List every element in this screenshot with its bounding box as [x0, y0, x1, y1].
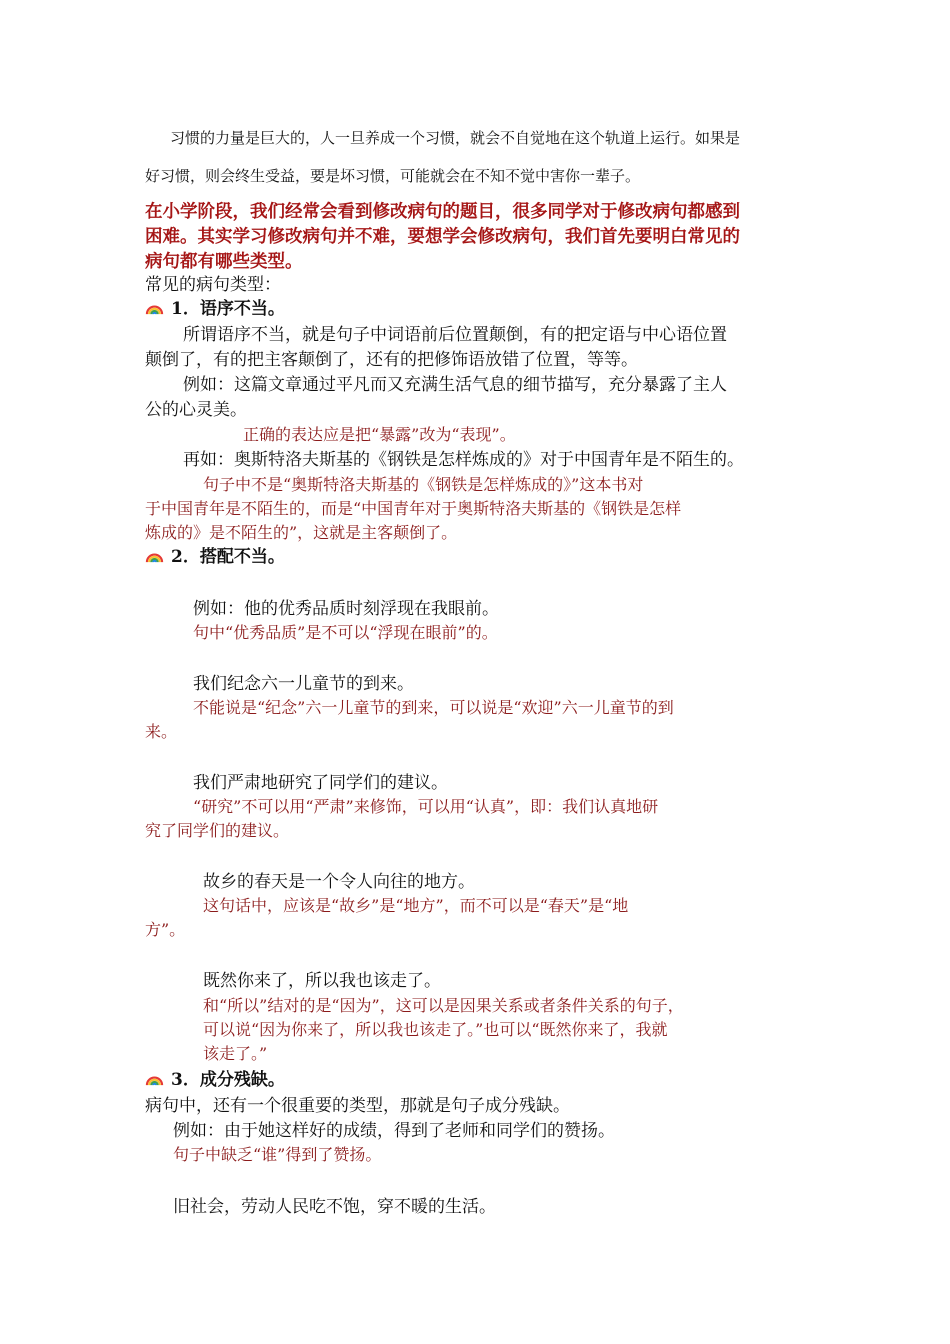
- s2-fix-1: 句中“优秀品质”是不可以“浮现在眼前”的。: [193, 623, 498, 642]
- s2-fix-2a: 不能说是“纪念”六一儿童节的到来，可以说是“欢迎”六一儿童节的到: [193, 698, 674, 717]
- highlight-line-1: 在小学阶段，我们经常会看到修改病句的题目，很多同学对于修改病句都感到: [145, 202, 740, 222]
- s1-desc-2: 颠倒了，有的把主客颠倒了，还有的把修饰语放错了位置，等等。: [145, 350, 638, 370]
- s1-fix-2c: 炼成的》是不陌生的”，这就是主客颠倒了。: [145, 523, 458, 542]
- s2-fix-2b: 来。: [145, 722, 178, 741]
- rainbow-icon: [145, 546, 164, 565]
- types-title: 常见的病句类型：: [145, 275, 281, 295]
- rainbow-icon: [145, 298, 164, 317]
- s2-fix-5b: 可以说“因为你来了，所以我也该走了。”也可以“既然你来了，我就: [203, 1020, 668, 1039]
- s2-fix-5c: 该走了。”: [203, 1044, 268, 1063]
- s3-example-2: 旧社会，劳动人民吃不饱，穿不暖的生活。: [173, 1197, 496, 1217]
- section-2-title: 2．搭配不当。: [171, 547, 285, 567]
- highlight-line-3: 病句都有哪些类型。: [145, 252, 303, 272]
- section-1-heading: [145, 297, 285, 321]
- s2-example-2: 我们纪念六一儿童节的到来。: [193, 674, 414, 694]
- section-2-heading: [145, 545, 285, 569]
- s1-fix-1: 正确的表达应是把“暴露”改为“表现”。: [243, 425, 516, 444]
- s2-fix-4b: 方”。: [145, 920, 186, 939]
- s2-fix-3a: “研究”不可以用“严肃”来修饰，可以用“认真”，即：我们认真地研: [193, 797, 659, 816]
- s2-example-4: 故乡的春天是一个令人向往的地方。: [203, 872, 475, 892]
- section-3-title: 3．成分残缺。: [171, 1070, 285, 1090]
- s1-example-2: 再如：奥斯特洛夫斯基的《钢铁是怎样炼成的》对于中国青年是不陌生的。: [183, 450, 744, 470]
- s2-fix-4a: 这句话中，应该是“故乡”是“地方”，而不可以是“春天”是“地: [203, 896, 629, 915]
- section-1-title: 1．语序不当。: [171, 299, 285, 319]
- s2-example-3: 我们严肃地研究了同学们的建议。: [193, 773, 448, 793]
- s1-example-1a: 例如：这篇文章通过平凡而又充满生活气息的细节描写，充分暴露了主人: [183, 375, 727, 395]
- s2-example-1: 例如：他的优秀品质时刻浮现在我眼前。: [193, 599, 499, 619]
- intro-line-1: 习惯的力量是巨大的，人一旦养成一个习惯，就会不自觉地在这个轨道上运行。如果是: [170, 129, 741, 147]
- s1-desc-1: 所谓语序不当，就是句子中词语前后位置颠倒，有的把定语与中心语位置: [183, 325, 727, 345]
- s2-fix-3b: 究了同学们的建议。: [145, 821, 290, 840]
- s3-desc: 病句中，还有一个很重要的类型，那就是句子成分残缺。: [145, 1096, 570, 1116]
- s3-fix-1: 句子中缺乏“谁”得到了赞扬。: [173, 1145, 382, 1164]
- s1-example-1b: 公的心灵美。: [145, 400, 247, 420]
- intro-line-2: 好习惯，则会终生受益，要是坏习惯，可能就会在不知不觉中害你一辈子。: [145, 167, 641, 185]
- highlight-line-2: 困难。其实学习修改病句并不难，要想学会修改病句，我们首先要明白常见的: [145, 227, 740, 247]
- s2-fix-5a: 和“所以”结对的是“因为”，这可以是因果关系或者条件关系的句子，: [203, 996, 684, 1015]
- s2-example-5: 既然你来了，所以我也该走了。: [203, 971, 441, 991]
- section-3-heading: [145, 1068, 285, 1092]
- s1-fix-2b: 于中国青年是不陌生的，而是“中国青年对于奥斯特洛夫斯基的《钢铁是怎样: [145, 499, 682, 518]
- s3-example-1: 例如：由于她这样好的成绩，得到了老师和同学们的赞扬。: [173, 1121, 615, 1141]
- rainbow-icon: [145, 1069, 164, 1088]
- s1-fix-2a: 句子中不是“奥斯特洛夫斯基的《钢铁是怎样炼成的》”这本书对: [203, 475, 644, 494]
